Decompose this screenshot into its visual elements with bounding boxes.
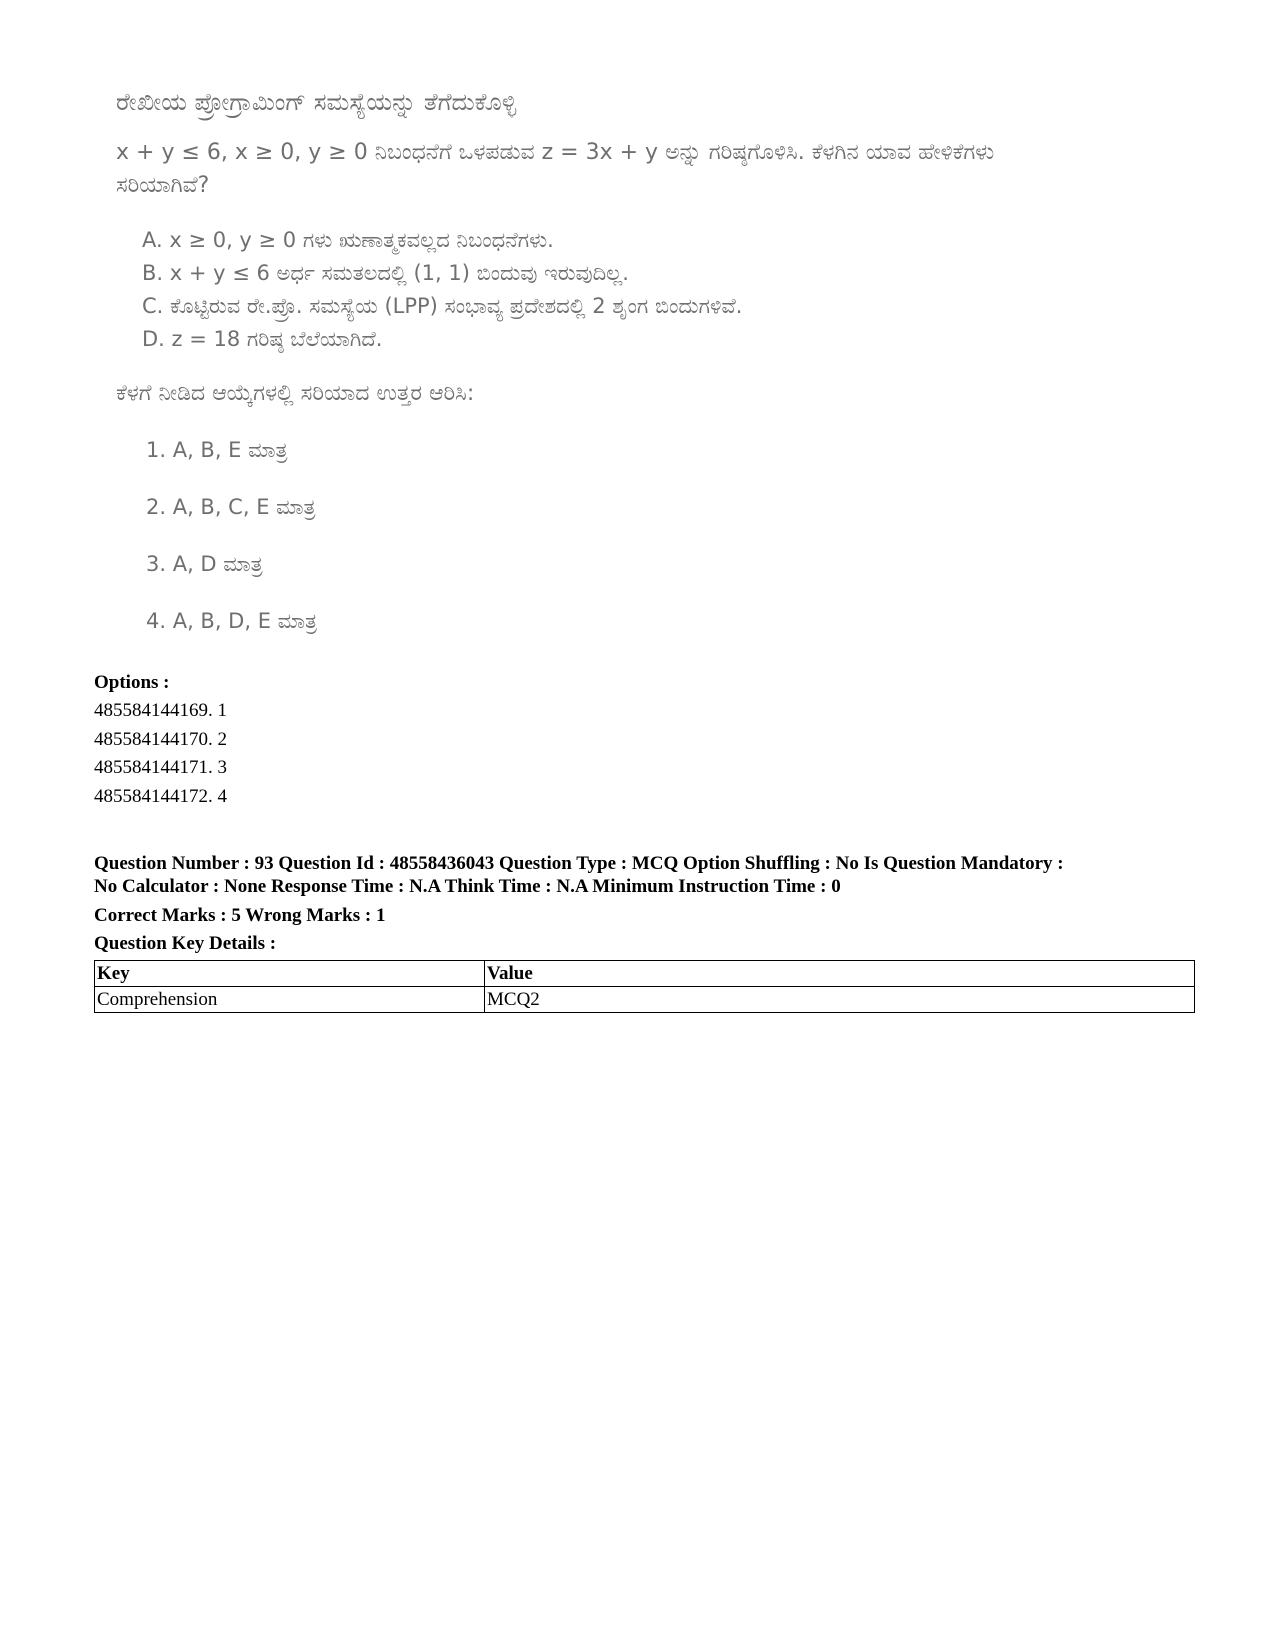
key-details-label: Question Key Details : — [94, 933, 277, 954]
statement-b: B. x + y ≤ 6 ಅರ್ಧ ಸಮತಲದಲ್ಲಿ (1, 1) ಬಿಂದುವು ಇರುವುದಿಲ್ಲ. — [142, 261, 629, 285]
option-item: 485584144171. 3 — [94, 757, 227, 778]
options-label: Options : — [94, 672, 170, 693]
choice-3: 3. A, D ಮಾತ್ರ — [146, 552, 263, 576]
table-cell-value: MCQ2 — [485, 987, 1195, 1013]
choice-1: 1. A, B, E ಮಾತ್ರ — [146, 438, 288, 462]
choice-2: 2. A, B, C, E ಮಾತ್ರ — [146, 495, 316, 519]
question-title: ರೇಖೀಯ ಪ್ರೋಗ್ರಾಮಿಂಗ್ ಸಮಸ್ಯೆಯನ್ನು ತೆಗೆದುಕೊಳ್ಳಿ — [116, 88, 517, 116]
choice-4: 4. A, B, D, E ಮಾತ್ರ — [146, 609, 318, 633]
question-image — [108, 78, 1188, 648]
question-meta-line2: No Calculator : None Response Time : N.A Think Time : N.A Minimum Instruction Time : 0 — [94, 876, 841, 897]
choose-prompt: ಕೆಳಗೆ ನೀಡಿದ ಆಯ್ಕೆಗಳಲ್ಲಿ ಸರಿಯಾದ ಉತ್ತರ ಆರಿಸಿ: — [116, 381, 475, 406]
statement-a: A. x ≥ 0, y ≥ 0 ಗಳು ಋಣಾತ್ಮಕವಲ್ಲದ ನಿಬಂಧನೆಗಳು. — [142, 228, 554, 252]
option-item: 485584144169. 1 — [94, 700, 227, 721]
table-header-row — [95, 961, 1195, 987]
question-meta-line1: Question Number : 93 Question Id : 48558436043 Question Type : MCQ Option Shuffling : No Is Question Mandatory : — [94, 853, 1064, 874]
option-item: 485584144172. 4 — [94, 786, 227, 807]
marks-line: Correct Marks : 5 Wrong Marks : 1 — [94, 905, 386, 926]
question-statement-line1: x + y ≤ 6, x ≥ 0, y ≥ 0 ನಿಬಂಧನೆಗೆ ಒಳಪಡುವ z = 3x + y ಅನ್ನು ಗರಿಷ್ಠಗೊಳಿಸಿ. ಕೆಳಗಿನ ಯಾವ ಹೇಳಿಕೆಗಳು — [116, 140, 995, 165]
key-details-table — [94, 960, 1195, 1013]
question-statement-line2: ಸರಿಯಾಗಿವೆ? — [116, 173, 210, 198]
option-item: 485584144170. 2 — [94, 729, 227, 750]
statement-d: D. z = 18 ಗರಿಷ್ಠ ಬೆಲೆಯಾಗಿದೆ. — [142, 327, 383, 351]
table-header-key: Key — [95, 961, 485, 987]
table-row — [95, 987, 1195, 1013]
table-cell-key: Comprehension — [95, 987, 485, 1013]
table-header-value: Value — [485, 961, 1195, 987]
statement-c: C. ಕೊಟ್ಟಿರುವ ರೇ.ಪ್ರೊ. ಸಮಸ್ಯೆಯ (LPP) ಸಂಭಾವ್ಯ ಪ್ರದೇಶದಲ್ಲಿ 2 ಶೃಂಗ ಬಿಂದುಗಳಿವೆ. — [142, 294, 743, 318]
